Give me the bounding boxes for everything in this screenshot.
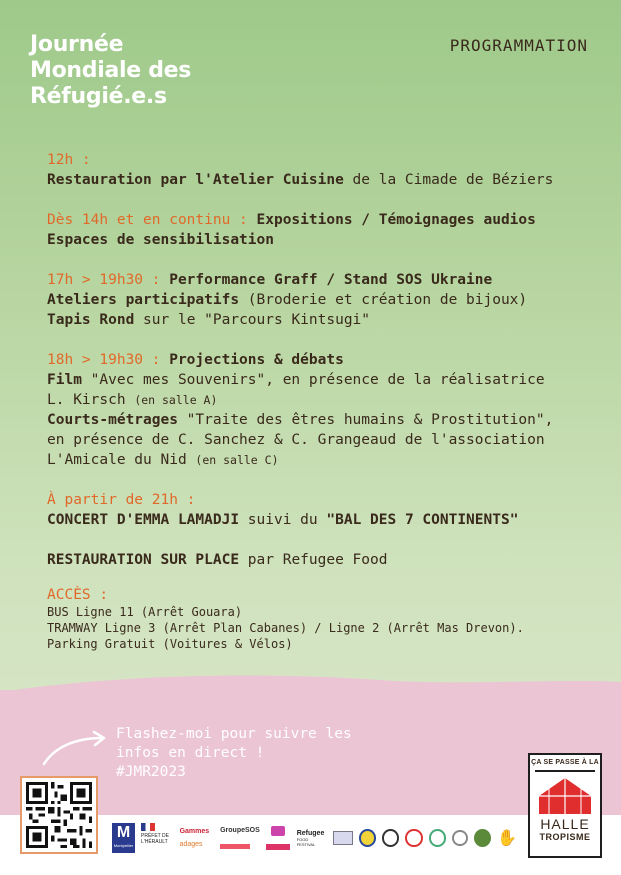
wave-divider: [0, 672, 621, 692]
program-block-18h: [47, 350, 597, 470]
acces-tramway: TRAMWAY Ligne 3 (Arrêt Plan Cabanes) / Ligne 2 (Arrêt Mas Drevon).: [47, 621, 524, 635]
atelier-cuisine-rest: de la Cimade de Béziers: [343, 172, 554, 188]
program-block-21h: [47, 490, 597, 530]
sensibilisation-title: Espaces de sensibilisation: [47, 232, 274, 248]
program-schedule: [47, 150, 597, 672]
title-line-2: Mondiale des: [30, 58, 192, 83]
courts-metrages-label: Courts-métrages: [47, 412, 178, 428]
concert-mid: suivi du: [239, 512, 327, 528]
partner-badge-1: [333, 831, 352, 845]
hashtag: #JMR2023: [116, 764, 186, 780]
expositions-title: Expositions / Témoignages audios: [256, 212, 536, 228]
partner-badge-3: [382, 829, 399, 847]
page-title: [30, 32, 191, 110]
partner-badge-5: [429, 829, 446, 847]
gammes-adages-logos: Gammes adages: [179, 828, 210, 848]
program-block-restauration: [47, 550, 597, 570]
curved-arrow-icon: [40, 730, 110, 770]
halle-tropisme-logo: [528, 753, 602, 858]
projections-title: Projections & débats: [169, 352, 344, 368]
title-line-1: Journée: [30, 32, 124, 57]
program-block-14h: [47, 210, 597, 250]
groupesos-logo: GroupeSOS: [220, 827, 260, 849]
film-director: L. Kirsch: [47, 392, 135, 408]
hand-icon: ✋: [497, 830, 517, 847]
program-block-17h: [47, 270, 597, 330]
halle-house-icon: [535, 770, 595, 814]
tapis-rond-title: Tapis Rond: [47, 312, 135, 328]
partner-logo-pink: [266, 826, 291, 850]
ateliers-rest: (Broderie et création de bijoux): [239, 292, 528, 308]
time-17h: 17h > 19h30 :: [47, 272, 170, 288]
flash-message: [116, 725, 352, 782]
qr-code[interactable]: [20, 776, 98, 854]
partner-badge-6: [452, 830, 468, 846]
time-12h: 12h :: [47, 152, 91, 168]
courts-metrages-title: "Traite des êtres humains & Prostitution",: [177, 412, 554, 428]
flash-line-2: infos en direct !: [116, 745, 265, 761]
atelier-cuisine-title: Restauration par l'Atelier Cuisine: [47, 172, 344, 188]
flash-line-1: Flashez-moi pour suivre les: [116, 726, 352, 742]
halle-name: HALLE: [540, 816, 590, 832]
ateliers-title: Ateliers participatifs: [47, 292, 240, 308]
partner-badge-2: [359, 829, 376, 847]
acces-title: ACCÈS :: [47, 587, 109, 603]
program-block-12h: [47, 150, 597, 190]
prefet-logo: PRÉFET DE L'HÉRAULT: [141, 823, 174, 853]
film-description: "Avec mes Souvenirs", en présence de la réalisatrice: [81, 372, 545, 388]
partner-badge-7: [474, 829, 491, 847]
film-label: Film: [47, 372, 82, 388]
concert-title: CONCERT D'EMMA LAMADJI: [47, 512, 240, 528]
time-14h: Dès 14h et en continu :: [47, 212, 257, 228]
acces-block: [47, 586, 597, 652]
time-18h: 18h > 19h30 :: [47, 352, 170, 368]
title-line-3: Réfugié.e.s: [30, 84, 167, 109]
graff-title: Performance Graff / Stand SOS Ukraine: [169, 272, 493, 288]
montpellier-logo: M Montpellier: [112, 823, 135, 853]
restauration-rest: par Refugee Food: [239, 552, 388, 568]
acces-bus: BUS Ligne 11 (Arrêt Gouara): [47, 605, 243, 619]
bal-title: "BAL DES 7 CONTINENTS": [326, 512, 519, 528]
qr-code-icon: [26, 782, 92, 848]
tapis-rond-rest: sur le "Parcours Kintsugi": [134, 312, 371, 328]
halle-sub: TROPISME: [539, 832, 591, 842]
restauration-title: RESTAURATION SUR PLACE: [47, 552, 240, 568]
partner-logos: [112, 818, 517, 858]
partner-badge-4: [405, 829, 422, 847]
programmation-label: PROGRAMMATION: [449, 36, 588, 55]
time-21h: À partir de 21h :: [47, 492, 196, 508]
amicale-du-nid: L'Amicale du Nid: [47, 452, 196, 468]
film-room: (en salle A): [134, 393, 218, 407]
halle-top-text: ÇA SE PASSE À LA: [531, 759, 599, 766]
acces-parking: Parking Gratuit (Voitures & Vélos): [47, 637, 293, 651]
courts-metrages-guests: en présence de C. Sanchez & C. Grangeaud de l'association: [47, 432, 545, 448]
courts-metrages-room: (en salle C): [195, 453, 279, 467]
refugee-food-logo: Refugee FOOD FESTIVAL: [296, 829, 325, 847]
